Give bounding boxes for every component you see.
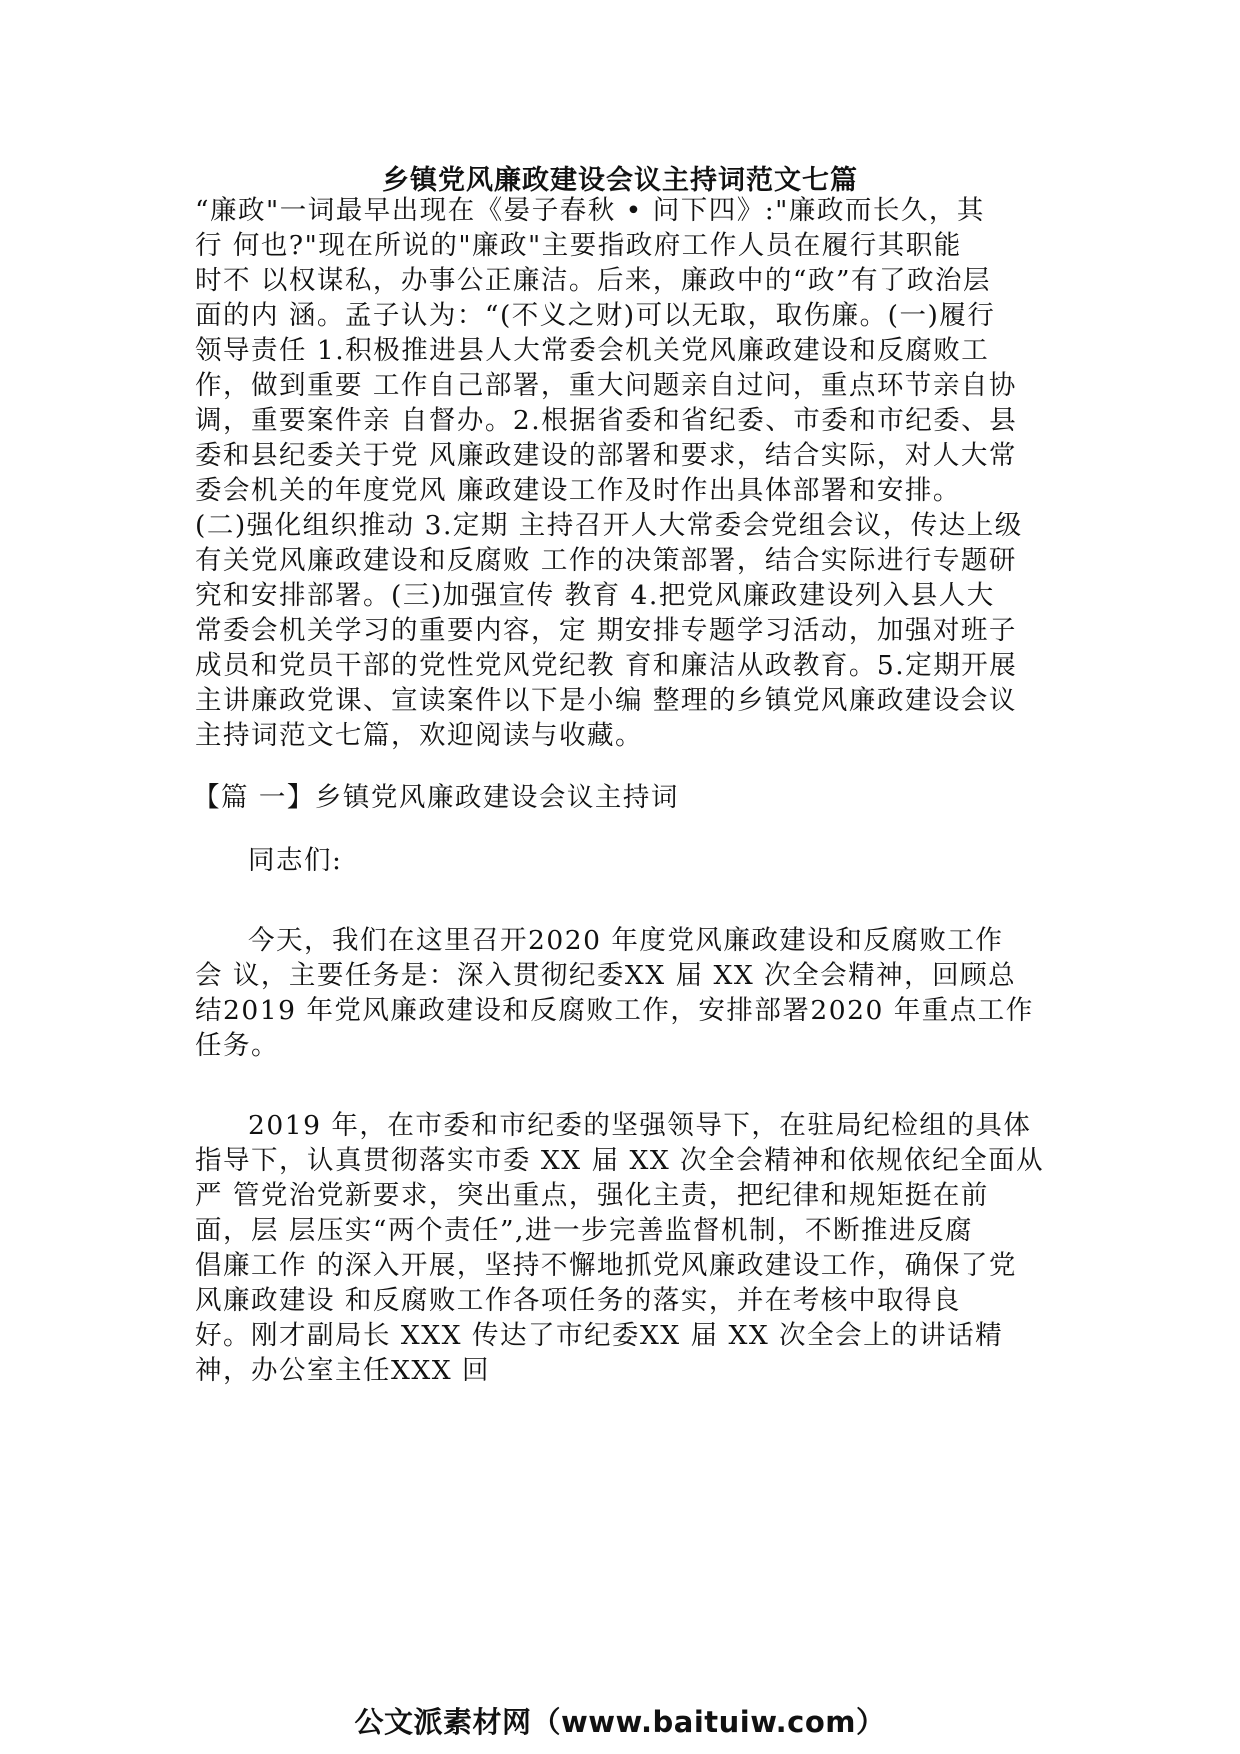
paragraph-line: 好。刚才副局长 XXX 传达了市纪委XX 届 XX 次全会上的讲话精 xyxy=(195,1320,1004,1351)
intro-line: 成员和党员干部的党性党风党纪教 育和廉洁从政教育。5.定期开展 xyxy=(195,650,1018,681)
intro-line: 作，做到重要 工作自己部署，重大问题亲自过问，重点环节亲自协 xyxy=(195,370,1017,401)
intro-line: (二)强化组织推动 3.定期 主持召开人大常委会党组会议，传达上级 xyxy=(195,510,1023,541)
paragraph-line: 今天，我们在这里召开2020 年度党风廉政建设和反腐败工作 xyxy=(248,925,1004,956)
intro-line: 委会机关的年度党风 廉政建设工作及时作出具体部署和安排。 xyxy=(195,475,961,506)
salutation: 同志们: xyxy=(248,845,343,876)
footer-source: 公文派素材网（www.baituiw.com） xyxy=(354,1705,886,1739)
intro-line: 行 何也?"现在所说的"廉政"主要指政府工作人员在履行其职能 xyxy=(195,230,962,261)
intro-line: 究和安排部署。(三)加强宣传 教育 4.把党风廉政建设列入县人大 xyxy=(195,580,995,611)
paragraph-line: 2019 年，在市委和市纪委的坚强领导下，在驻局纪检组的具体 xyxy=(248,1110,1032,1141)
intro-line: 面的内 涵。孟子认为：“(不义之财)可以无取，取伤廉。(一)履行 xyxy=(195,300,996,331)
intro-line: “廉政"一词最早出现在《晏子春秋 • 问下四》:"廉政而长久，其 xyxy=(195,195,985,226)
paragraph-line: 任务。 xyxy=(195,1030,279,1061)
paragraph-line: 倡廉工作 的深入开展，坚持不懈地抓党风廉政建设工作，确保了党 xyxy=(195,1250,1017,1281)
intro-line: 委和县纪委关于党 风廉政建设的部署和要求，结合实际，对人大常 xyxy=(195,440,1017,471)
intro-line: 领导责任 1.积极推进县人大常委会机关党风廉政建设和反腐败工 xyxy=(195,335,990,366)
paragraph-line: 风廉政建设 和反腐败工作各项任务的落实，并在考核中取得良 xyxy=(195,1285,961,1316)
paragraph-line: 严 管党治党新要求，突出重点，强化主责，把纪律和规矩挺在前 xyxy=(195,1180,989,1211)
intro-line: 主讲廉政党课、宣读案件以下是小编 整理的乡镇党风廉政建设会议 xyxy=(195,685,1017,716)
paragraph-line: 神，办公室主任XXX 回 xyxy=(195,1355,491,1386)
intro-line: 常委会机关学习的重要内容，定 期安排专题学习活动，加强对班子 xyxy=(195,615,1017,646)
paragraph-line: 指导下，认真贯彻落实市委 XX 届 XX 次全会精神和依规依纪全面从 xyxy=(195,1145,1045,1176)
paragraph-line: 面，层 层压实“两个责任”,进一步完善监督机制，不断推进反腐 xyxy=(195,1215,973,1246)
paragraph-line: 结2019 年党风廉政建设和反腐败工作，安排部署2020 年重点工作 xyxy=(195,995,1034,1026)
intro-line: 有关党风廉政建设和反腐败 工作的决策部署，结合实际进行专题研 xyxy=(195,545,1017,576)
paragraph-line: 会 议，主要任务是：深入贯彻纪委XX 届 XX 次全会精神，回顾总 xyxy=(195,960,1017,991)
intro-line: 时不 以权谋私，办事公正廉洁。后来，廉政中的“政”有了政治层 xyxy=(195,265,992,296)
section-heading: 【篇 一】乡镇党风廉政建设会议主持词 xyxy=(193,782,679,813)
intro-line: 主持词范文七篇，欢迎阅读与收藏。 xyxy=(195,720,643,751)
intro-line: 调，重要案件亲 自督办。2.根据省委和省纪委、市委和市纪委、县 xyxy=(195,405,1018,436)
document-title: 乡镇党风廉政建设会议主持词范文七篇 xyxy=(382,165,858,196)
